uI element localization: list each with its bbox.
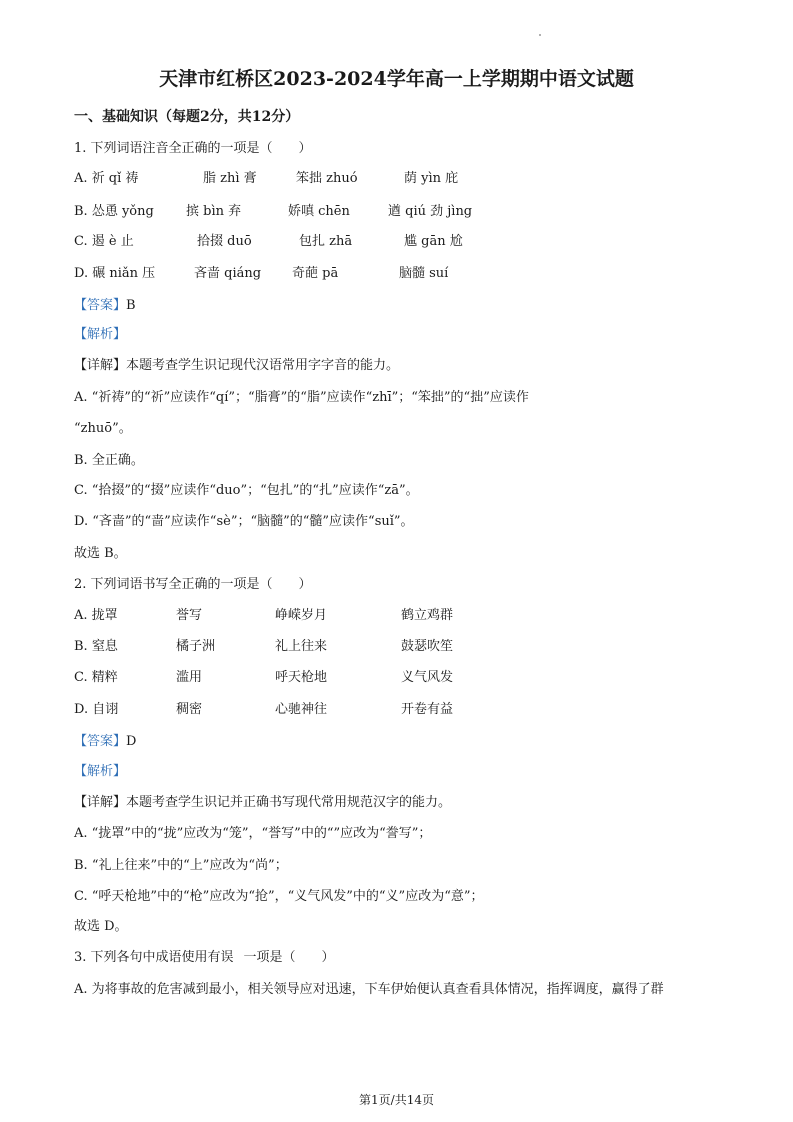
q2-option-a-3: 峥嵘岁月 — [275, 608, 328, 623]
answer-tag: 【答案】 — [74, 298, 127, 313]
q1-detail-line: B. 全正确。 — [74, 453, 144, 468]
scan-dot — [539, 34, 541, 36]
q2-option-b-4: 鼓瑟吹笙 — [401, 639, 454, 654]
section-heading: 一、基础知识（每题2分，共12分） — [74, 109, 300, 125]
q1-option-c-4: 尴 gān 尬 — [404, 234, 463, 249]
q3-stem-text: 3. 下列各句中成语使用有误 — [74, 950, 234, 965]
q2-option-c-3: 呼天枪地 — [275, 670, 328, 685]
q2-option-d-1: D. 自诩 — [74, 702, 119, 717]
q1-option-b-1: B. 怂恿 yǒng — [74, 204, 154, 219]
q2-stem: 2. 下列词语书写全正确的一项是（ ） — [74, 577, 312, 592]
page-title: 天津市红桥区2023-2024学年高一上学期期中语文试题 — [159, 68, 634, 90]
q2-detail — [74, 794, 451, 812]
q1-option-a-4: 荫 yìn 庇 — [404, 171, 459, 186]
detail-text: 本题考查学生识记并正确书写现代常用规范汉字的能力。 — [126, 795, 452, 810]
q2-option-b-1: B. 窒息 — [74, 639, 118, 654]
q1-option-d-2: 吝啬 qiáng — [194, 266, 262, 281]
q2-option-d-3: 心驰神往 — [275, 702, 328, 717]
q2-option-d-4: 开卷有益 — [401, 702, 454, 717]
detail-tag: 【详解】 — [74, 795, 127, 810]
q1-detail — [74, 357, 399, 375]
q1-option-a-2: 脂 zhì 膏 — [203, 171, 257, 186]
q2-option-a-4: 鹤立鸡群 — [401, 608, 454, 623]
answer-value: D — [126, 734, 137, 749]
q2-option-c-4: 义气风发 — [401, 670, 454, 685]
q1-option-a-1: A. 祈 qǐ 祷 — [74, 171, 139, 186]
answer-tag: 【答案】 — [74, 734, 127, 749]
q1-option-c-1: C. 遏 è 止 — [74, 234, 134, 249]
q2-detail-line: B. “礼上往来”中的“上”应改为“尚”； — [74, 858, 288, 873]
q2-option-a-1: A. 拢罩 — [74, 608, 118, 623]
q3-option-a: A. 为将事故的危害减到最小，相关领导应对迅速，下车伊始便认真查看具体情况，指挥调度，赢得了群 — [74, 982, 664, 997]
q1-analysis-tag: 【解析】 — [74, 327, 127, 342]
page-footer: 第1页/共14页 — [359, 1093, 434, 1107]
q1-option-c-2: 拾掇 duō — [197, 234, 252, 249]
q1-option-b-3: 娇嗔 chēn — [288, 204, 350, 219]
q1-option-d-3: 奇葩 pā — [292, 266, 339, 281]
q1-option-b-4: 遒 qiú 劲 jìng — [388, 204, 473, 219]
q2-option-a-2: 誉写 — [176, 608, 203, 623]
q2-detail-line: C. “呼天枪地”中的“枪”应改为“抢”，“义气风发”中的“义”应改为“意”； — [74, 889, 484, 904]
q1-detail-line: A. “祈祷”的“祈”应读作“qí”；“脂膏”的“脂”应读作“zhī”；“笨拙”的“拙”应读作 — [74, 390, 529, 405]
q2-detail-line: A. “拢罩”中的“拢”应改为“笼”，“誉写”中的“”应改为“誊写”； — [74, 826, 432, 841]
detail-text: 本题考查学生识记现代汉语常用字字音的能力。 — [126, 358, 400, 373]
q2-option-b-3: 礼上往来 — [275, 639, 328, 654]
q1-conclusion: 故选 B。 — [74, 546, 127, 561]
detail-tag: 【详解】 — [74, 358, 127, 373]
q2-option-c-2: 滥用 — [176, 670, 203, 685]
q3-stem — [74, 949, 335, 967]
q2-analysis-tag: 【解析】 — [74, 764, 127, 779]
q1-detail-line: C. “拾掇”的“掇”应读作“duo”；“包扎”的“扎”应读作“zā”。 — [74, 483, 419, 498]
q1-option-d-4: 脑髓 suí — [399, 266, 449, 281]
q1-detail-line: D. “吝啬”的“啬”应读作“sè”；“脑髓”的“髓”应读作“suǐ”。 — [74, 514, 414, 529]
q2-option-d-2: 稠密 — [176, 702, 203, 717]
answer-value: B — [126, 298, 136, 313]
q2-conclusion: 故选 D。 — [74, 919, 128, 934]
q1-stem: 1. 下列词语注音全正确的一项是（ ） — [74, 141, 312, 156]
q2-option-c-1: C. 精粹 — [74, 670, 118, 685]
q2-answer — [74, 733, 136, 751]
q1-option-d-1: D. 碾 niǎn 压 — [74, 266, 156, 281]
q1-answer — [74, 297, 136, 315]
q1-option-b-2: 摈 bìn 弃 — [186, 204, 242, 219]
q1-option-a-3: 笨拙 zhuó — [296, 171, 358, 186]
q1-option-c-3: 包扎 zhā — [299, 234, 353, 249]
q2-option-b-2: 橘子洲 — [176, 639, 216, 654]
q3-stem-tail: 一项是（ ） — [243, 950, 335, 965]
q1-detail-line: “zhuō”。 — [74, 421, 132, 436]
